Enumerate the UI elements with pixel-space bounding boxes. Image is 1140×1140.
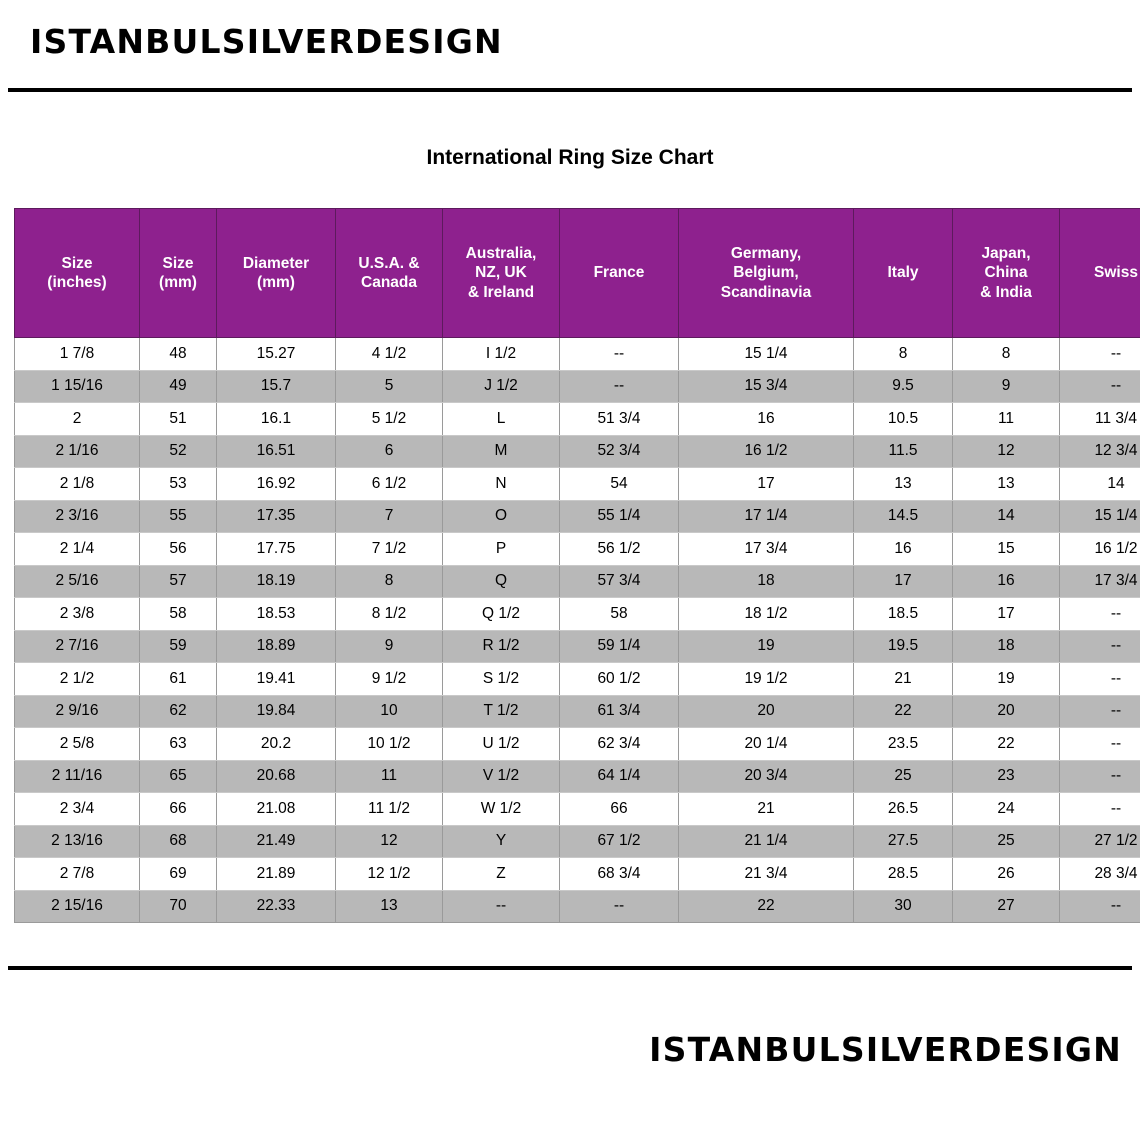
- table-cell: 21: [679, 793, 854, 826]
- table-cell: 1 15/16: [15, 370, 140, 403]
- table-cell: 15 3/4: [679, 370, 854, 403]
- table-cell: --: [1060, 793, 1140, 826]
- table-cell: R 1/2: [443, 630, 560, 663]
- table-cell: 18.89: [217, 630, 336, 663]
- table-cell: 2 3/16: [15, 500, 140, 533]
- table-cell: --: [1060, 630, 1140, 663]
- table-cell: 19.41: [217, 663, 336, 696]
- table-cell: 49: [140, 370, 217, 403]
- table-cell: --: [1060, 663, 1140, 696]
- table-cell: 22: [679, 890, 854, 923]
- table-cell: 62 3/4: [560, 728, 679, 761]
- table-row: [15, 890, 1140, 923]
- table-cell: 51 3/4: [560, 403, 679, 436]
- table-cell: 1 7/8: [15, 338, 140, 371]
- table-cell: 51: [140, 403, 217, 436]
- ring-size-table-container: [14, 208, 1138, 923]
- table-row: [15, 500, 1140, 533]
- table-cell: 6: [336, 435, 443, 468]
- table-cell: 22.33: [217, 890, 336, 923]
- table-cell: 4 1/2: [336, 338, 443, 371]
- table-row: [15, 435, 1140, 468]
- table-cell: 8: [336, 565, 443, 598]
- table-cell: 21.49: [217, 825, 336, 858]
- table-cell: 10: [336, 695, 443, 728]
- table-row: [15, 728, 1140, 761]
- table-cell: 57 3/4: [560, 565, 679, 598]
- table-cell: 2 15/16: [15, 890, 140, 923]
- divider-bottom: [8, 966, 1132, 970]
- table-cell: 2 5/16: [15, 565, 140, 598]
- table-cell: 21.89: [217, 858, 336, 891]
- table-cell: 48: [140, 338, 217, 371]
- table-cell: 15.7: [217, 370, 336, 403]
- table-cell: N: [443, 468, 560, 501]
- divider-top: [8, 88, 1132, 92]
- brand-logo-bottom: ISTANBULSILVERDESIGN: [649, 1030, 1122, 1069]
- table-cell: 12: [336, 825, 443, 858]
- table-cell: --: [1060, 338, 1140, 371]
- table-cell: 20: [953, 695, 1060, 728]
- table-cell: V 1/2: [443, 760, 560, 793]
- table-cell: 15 1/4: [679, 338, 854, 371]
- table-row: [15, 370, 1140, 403]
- table-cell: 2 1/2: [15, 663, 140, 696]
- table-cell: 21: [854, 663, 953, 696]
- table-cell: 11 3/4: [1060, 403, 1140, 436]
- table-cell: 60 1/2: [560, 663, 679, 696]
- table-row: [15, 533, 1140, 566]
- table-cell: 20 3/4: [679, 760, 854, 793]
- table-row: [15, 760, 1140, 793]
- table-cell: 52: [140, 435, 217, 468]
- table-row: [15, 695, 1140, 728]
- table-column-header: Size (mm): [140, 209, 217, 338]
- table-cell: 22: [953, 728, 1060, 761]
- table-cell: 64 1/4: [560, 760, 679, 793]
- table-cell: 54: [560, 468, 679, 501]
- table-cell: 2 7/8: [15, 858, 140, 891]
- table-header: [15, 209, 1140, 338]
- table-cell: --: [1060, 890, 1140, 923]
- table-cell: 21 1/4: [679, 825, 854, 858]
- table-cell: W 1/2: [443, 793, 560, 826]
- table-cell: 10.5: [854, 403, 953, 436]
- table-cell: 10 1/2: [336, 728, 443, 761]
- table-header-row: [15, 209, 1140, 338]
- table-cell: 16: [953, 565, 1060, 598]
- table-cell: --: [1060, 370, 1140, 403]
- table-cell: 27 1/2: [1060, 825, 1140, 858]
- table-cell: 58: [560, 598, 679, 631]
- table-cell: 14: [1060, 468, 1140, 501]
- table-cell: 28.5: [854, 858, 953, 891]
- table-cell: 26: [953, 858, 1060, 891]
- table-cell: 56: [140, 533, 217, 566]
- table-cell: 2 13/16: [15, 825, 140, 858]
- table-cell: --: [560, 338, 679, 371]
- table-cell: 7 1/2: [336, 533, 443, 566]
- table-cell: Z: [443, 858, 560, 891]
- table-cell: Q 1/2: [443, 598, 560, 631]
- table-cell: 17.75: [217, 533, 336, 566]
- table-cell: 20 1/4: [679, 728, 854, 761]
- table-cell: 56 1/2: [560, 533, 679, 566]
- table-cell: 59: [140, 630, 217, 663]
- table-cell: 53: [140, 468, 217, 501]
- table-cell: 9: [336, 630, 443, 663]
- table-cell: 17 3/4: [1060, 565, 1140, 598]
- table-cell: 16: [854, 533, 953, 566]
- table-cell: Y: [443, 825, 560, 858]
- table-cell: 18: [953, 630, 1060, 663]
- table-cell: 69: [140, 858, 217, 891]
- table-cell: 11: [336, 760, 443, 793]
- table-cell: 27: [953, 890, 1060, 923]
- table-cell: 2 1/16: [15, 435, 140, 468]
- table-row: [15, 825, 1140, 858]
- table-cell: 2 5/8: [15, 728, 140, 761]
- table-cell: 19: [679, 630, 854, 663]
- table-cell: --: [1060, 760, 1140, 793]
- table-cell: 19: [953, 663, 1060, 696]
- table-row: [15, 858, 1140, 891]
- table-cell: 15: [953, 533, 1060, 566]
- ring-size-table: [14, 208, 1140, 923]
- table-row: [15, 403, 1140, 436]
- table-cell: 14.5: [854, 500, 953, 533]
- table-row: [15, 468, 1140, 501]
- table-cell: I 1/2: [443, 338, 560, 371]
- brand-logo-top: ISTANBULSILVERDESIGN: [30, 22, 503, 61]
- table-cell: 18: [679, 565, 854, 598]
- table-cell: 2 9/16: [15, 695, 140, 728]
- table-cell: 16 1/2: [1060, 533, 1140, 566]
- table-cell: 61: [140, 663, 217, 696]
- table-cell: Q: [443, 565, 560, 598]
- table-cell: 62: [140, 695, 217, 728]
- table-cell: 8: [854, 338, 953, 371]
- table-cell: 19 1/2: [679, 663, 854, 696]
- table-column-header: Australia, NZ, UK & Ireland: [443, 209, 560, 338]
- table-cell: P: [443, 533, 560, 566]
- table-cell: 2: [15, 403, 140, 436]
- table-column-header: France: [560, 209, 679, 338]
- table-cell: 11: [953, 403, 1060, 436]
- table-cell: 17 1/4: [679, 500, 854, 533]
- page-title: International Ring Size Chart: [426, 146, 714, 169]
- table-cell: 9: [953, 370, 1060, 403]
- table-cell: 14: [953, 500, 1060, 533]
- table-column-header: Size (inches): [15, 209, 140, 338]
- table-cell: 27.5: [854, 825, 953, 858]
- table-cell: 8: [953, 338, 1060, 371]
- table-cell: J 1/2: [443, 370, 560, 403]
- table-cell: 5 1/2: [336, 403, 443, 436]
- table-cell: 11 1/2: [336, 793, 443, 826]
- table-cell: 16 1/2: [679, 435, 854, 468]
- table-cell: 65: [140, 760, 217, 793]
- table-cell: 2 1/8: [15, 468, 140, 501]
- table-cell: 9.5: [854, 370, 953, 403]
- table-cell: 2 1/4: [15, 533, 140, 566]
- table-cell: --: [560, 890, 679, 923]
- table-cell: 61 3/4: [560, 695, 679, 728]
- table-cell: 15 1/4: [1060, 500, 1140, 533]
- table-cell: 23: [953, 760, 1060, 793]
- table-column-header: Germany, Belgium, Scandinavia: [679, 209, 854, 338]
- table-cell: 18 1/2: [679, 598, 854, 631]
- table-cell: 16.1: [217, 403, 336, 436]
- table-cell: 25: [854, 760, 953, 793]
- table-cell: --: [443, 890, 560, 923]
- table-cell: M: [443, 435, 560, 468]
- table-cell: 52 3/4: [560, 435, 679, 468]
- table-column-header: Japan, China & India: [953, 209, 1060, 338]
- table-column-header: Swiss: [1060, 209, 1140, 338]
- table-cell: 12: [953, 435, 1060, 468]
- table-cell: S 1/2: [443, 663, 560, 696]
- table-cell: 13: [953, 468, 1060, 501]
- table-cell: 21 3/4: [679, 858, 854, 891]
- table-cell: 13: [854, 468, 953, 501]
- table-row: [15, 598, 1140, 631]
- table-row: [15, 565, 1140, 598]
- table-cell: 67 1/2: [560, 825, 679, 858]
- table-cell: 30: [854, 890, 953, 923]
- table-cell: 28 3/4: [1060, 858, 1140, 891]
- table-cell: 5: [336, 370, 443, 403]
- table-cell: O: [443, 500, 560, 533]
- table-cell: 6 1/2: [336, 468, 443, 501]
- table-column-header: Diameter (mm): [217, 209, 336, 338]
- table-cell: 12 1/2: [336, 858, 443, 891]
- table-cell: 18.5: [854, 598, 953, 631]
- table-cell: 20.68: [217, 760, 336, 793]
- table-row: [15, 338, 1140, 371]
- table-cell: 68 3/4: [560, 858, 679, 891]
- table-cell: 17: [953, 598, 1060, 631]
- table-column-header: Italy: [854, 209, 953, 338]
- table-cell: 13: [336, 890, 443, 923]
- table-cell: 24: [953, 793, 1060, 826]
- table-cell: --: [560, 370, 679, 403]
- table-cell: 23.5: [854, 728, 953, 761]
- table-cell: 2 3/8: [15, 598, 140, 631]
- table-cell: --: [1060, 695, 1140, 728]
- table-cell: 66: [140, 793, 217, 826]
- table-cell: 59 1/4: [560, 630, 679, 663]
- table-cell: 17: [679, 468, 854, 501]
- table-cell: 57: [140, 565, 217, 598]
- table-cell: 16: [679, 403, 854, 436]
- table-cell: 18.19: [217, 565, 336, 598]
- table-cell: 16.92: [217, 468, 336, 501]
- table-cell: 12 3/4: [1060, 435, 1140, 468]
- table-cell: --: [1060, 598, 1140, 631]
- table-cell: 8 1/2: [336, 598, 443, 631]
- table-cell: 55 1/4: [560, 500, 679, 533]
- table-cell: 19.5: [854, 630, 953, 663]
- table-cell: 26.5: [854, 793, 953, 826]
- table-body: [15, 338, 1140, 923]
- table-cell: 17 3/4: [679, 533, 854, 566]
- table-cell: 68: [140, 825, 217, 858]
- table-cell: 17: [854, 565, 953, 598]
- table-row: [15, 663, 1140, 696]
- table-cell: U 1/2: [443, 728, 560, 761]
- table-cell: 70: [140, 890, 217, 923]
- table-cell: 25: [953, 825, 1060, 858]
- table-cell: T 1/2: [443, 695, 560, 728]
- table-cell: --: [1060, 728, 1140, 761]
- table-cell: 17.35: [217, 500, 336, 533]
- table-cell: 9 1/2: [336, 663, 443, 696]
- table-cell: 16.51: [217, 435, 336, 468]
- table-cell: 20: [679, 695, 854, 728]
- table-cell: 55: [140, 500, 217, 533]
- table-cell: 2 7/16: [15, 630, 140, 663]
- table-row: [15, 630, 1140, 663]
- table-cell: 20.2: [217, 728, 336, 761]
- table-cell: 11.5: [854, 435, 953, 468]
- table-column-header: U.S.A. & Canada: [336, 209, 443, 338]
- table-cell: 63: [140, 728, 217, 761]
- table-cell: 22: [854, 695, 953, 728]
- table-cell: L: [443, 403, 560, 436]
- table-cell: 21.08: [217, 793, 336, 826]
- table-cell: 19.84: [217, 695, 336, 728]
- table-cell: 2 3/4: [15, 793, 140, 826]
- table-cell: 66: [560, 793, 679, 826]
- table-cell: 18.53: [217, 598, 336, 631]
- table-cell: 7: [336, 500, 443, 533]
- table-cell: 2 11/16: [15, 760, 140, 793]
- table-row: [15, 793, 1140, 826]
- table-cell: 15.27: [217, 338, 336, 371]
- table-cell: 58: [140, 598, 217, 631]
